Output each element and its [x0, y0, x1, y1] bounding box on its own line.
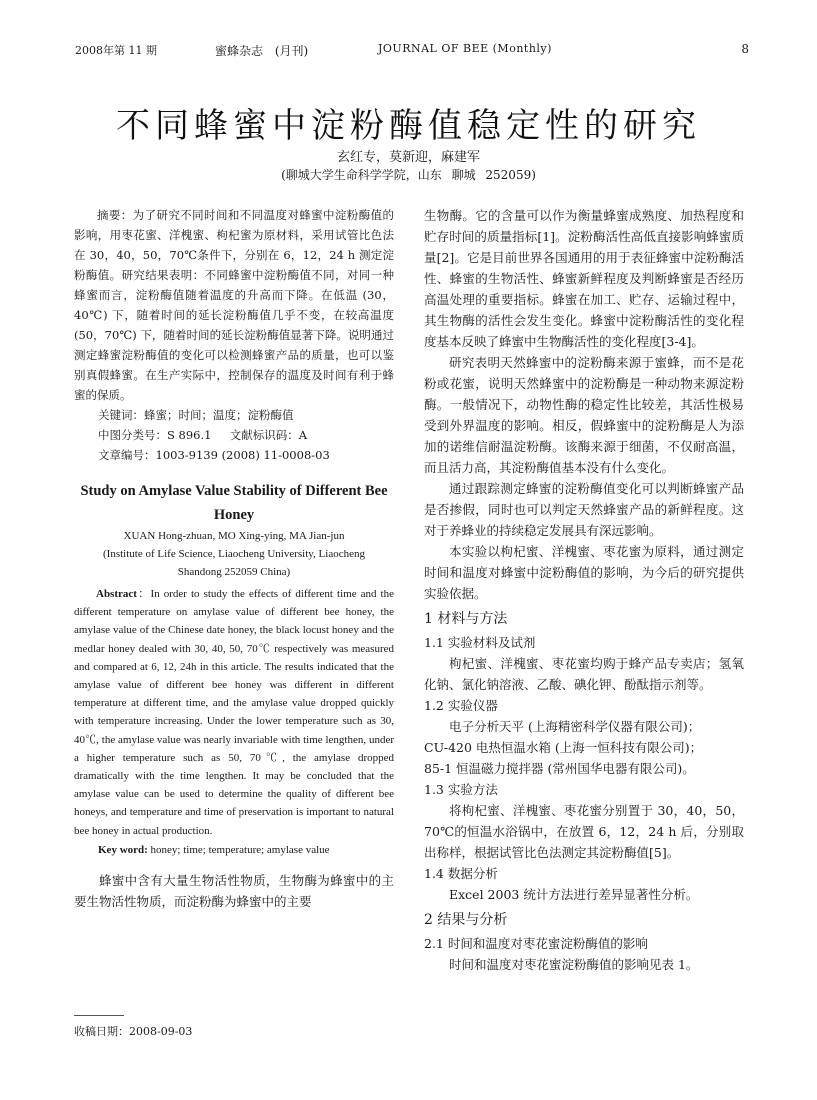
paper-title: 不同蜂蜜中淀粉酶值稳定性的研究	[116, 106, 701, 146]
methods-paragraph: 将枸杞蜜、洋槐蜜、枣花蜜分别置于 30，40，50，70℃的恒温水浴锅中，在放置 6，12，24 h 后，分别取出称样，根据试管比色法测定其淀粉酶值[5]。	[424, 803, 744, 860]
english-affiliation-line1: (Institute of Life Science, Liaocheng University, Liaocheng	[103, 548, 365, 560]
page-number: 8	[741, 42, 749, 56]
section-heading-2: 2 结果与分析	[424, 912, 508, 928]
instrument-line-3: 85-1 恒温磁力搅拌器 (常州国华电器有限公司)。	[424, 761, 695, 776]
keyword-label: Key word:	[98, 843, 148, 856]
received-date: 收稿日期：2008-09-03	[74, 1025, 193, 1038]
english-affiliation-line2: Shandong 252059 China)	[177, 566, 291, 578]
header-journal-en: JOURNAL OF BEE (Monthly)	[378, 42, 552, 55]
body-paragraph-1: 生物酶。它的含量可以作为衡量蜂蜜成熟度、加热程度和贮存时间的质量指标[1]。淀粉酶活性高低直接影响蜂蜜质量[2]。它是目前世界各国通用的用于表征蜂蜜中淀粉酶活性、蜂蜜的生物活性、蜂蜜新鲜程度及判断蜂蜜是否经历高温处理的重要指标。蜂蜜在加工、贮存、运输过程中，其生物酶的活性会发生变化。蜂蜜中淀粉酶活性的变化程度基本反映了蜂蜜中生物酶活性的变化程度[3-4]。	[424, 208, 744, 349]
abstract-label: Abstract	[96, 588, 137, 600]
authors-cn: 玄红专，莫新迎，麻建军	[336, 150, 480, 165]
materials-paragraph: 枸杞蜜、洋槐蜜、枣花蜜均购于蜂产品专卖店；氢氧化钠、氯化钠溶液、乙酸、碘化钾、酚酞指示剂等。	[424, 656, 744, 692]
subsection-heading-1-1: 1.1 实验材料及试剂	[424, 635, 536, 650]
abstract-cn: 摘要：为了研究不同时间和不同温度对蜂蜜中淀粉酶值的影响，用枣花蜜、洋槐蜜、枸杞蜜为原材料，采用试管比色法在 30，40，50，70℃条件下，分别在 6，12，24 h 测定淀粉酶值。研究结果表明：不同蜂蜜中淀粉酶值不同，对同一种蜂蜜而言，淀粉酶值随着温度的升高而下降。在低温 (30，40℃) 下，随着时间的延长淀粉酶值几乎不变，在较高温度 (50，70℃) 下，随着时间的延长淀粉酶值显著下降。说明通过测定蜂蜜淀粉酶值的变化可以检测蜂蜜产品的质量，也可以鉴别真假蜂蜜。在生产实际中，控制保存的温度及时间有利于蜂蜜的保质。	[74, 208, 394, 402]
data-analysis-paragraph: Excel 2003 统计方法进行差异显著性分析。	[449, 887, 699, 902]
english-keywords	[74, 840, 394, 860]
body-paragraph-2: 研究表明天然蜂蜜中的淀粉酶来源于蜜蜂，而不是花粉或花蜜，说明天然蜂蜜中的淀粉酶是一种动物来源淀粉酶。一般情况下，动物性酶的稳定性比较差，其活性极易受到外界温度的影响。相反，假蜂蜜中的淀粉酶是人为添加的诺维信耐温淀粉酶。该酶来源于细菌，不仅耐高温，而且活力高，其淀粉酶值基本没有什么变化。	[424, 355, 744, 475]
english-authors: XUAN Hong-zhuan, MO Xing-ying, MA Jian-jun	[123, 530, 345, 542]
right-column	[424, 205, 744, 975]
subsection-heading-1-4: 1.4 数据分析	[424, 866, 498, 881]
section-heading-1: 1 材料与方法	[424, 611, 508, 627]
instrument-line-2: CU-420 电热恒温水箱 (上海一恒科技有限公司)；	[424, 740, 703, 755]
instrument-line-1: 电子分析天平 (上海精密科学仪器有限公司)；	[449, 719, 701, 734]
header-journal-cn: 蜜蜂杂志 (月刊)	[215, 44, 309, 58]
body-paragraph-4: 本实验以枸杞蜜、洋槐蜜、枣花蜜为原料，通过测定时间和温度对蜂蜜中淀粉酶值的影响，为今后的研究提供实验依据。	[424, 544, 744, 601]
classification-number: 中图分类号：S 896.1 文献标识码：A	[98, 428, 308, 442]
subsection-heading-1-3: 1.3 实验方法	[424, 782, 498, 797]
intro-paragraph-left: 蜂蜜中含有大量生物活性物质，生物酶为蜂蜜中的主要生物活性物质，而淀粉酶为蜂蜜中的主要	[74, 872, 394, 909]
header-issue: 2008年第 11 期	[75, 44, 157, 57]
english-abstract	[74, 585, 394, 840]
subsection-heading-2-1: 2.1 时间和温度对枣花蜜淀粉酶值的影响	[424, 936, 648, 951]
results-paragraph: 时间和温度对枣花蜜淀粉酶值的影响见表 1。	[449, 957, 699, 972]
left-column	[74, 205, 394, 912]
english-title: Study on Amylase Value Stability of Different Bee Honey	[80, 483, 388, 523]
subsection-heading-1-2: 1.2 实验仪器	[424, 698, 498, 713]
body-paragraph-3: 通过跟踪测定蜂蜜的淀粉酶值变化可以判断蜂蜜产品是否掺假，同时也可以判定天然蜂蜜产品的新鲜程度。这对于养蜂业的持续稳定发展具有深远影响。	[424, 481, 744, 538]
article-number: 文章编号：1003-9139 (2008) 11-0008-03	[98, 448, 330, 462]
keywords-cn: 关键词：蜂蜜；时间；温度；淀粉酶值	[98, 408, 294, 422]
affiliation-cn: (聊城大学生命科学学院，山东 聊城 252059)	[281, 168, 536, 182]
abstract-text: ：In order to study the effects of different time and the different temperature on amylase value of different bee honey, the amylase value of the Chinese date honey, the black locust honey and the medlar honey dealed with 30, 40, 50, 70℃ respectively was measured and compared at 6, 12, 24h in this article. The results indicated that the amylase value of different bee honey was different in different temperature at different time, and the amylase value dropped quickly with temperature increasing. Under the lower temperature such as 30, 40℃, the amylase value was nearly invariable with time lengthen, under a higher temperature such as 50, 70℃, the amylase dropped dramatically with the time lengthen. It may be concluded that the amylase value can be used to determine the quality of different bee honeys, and temperature and time of preservation is important to natural bee honey in actual production.	[74, 588, 394, 837]
keyword-text: honey; time; temperature; amylase value	[147, 843, 330, 856]
footnote-rule	[74, 1015, 124, 1016]
